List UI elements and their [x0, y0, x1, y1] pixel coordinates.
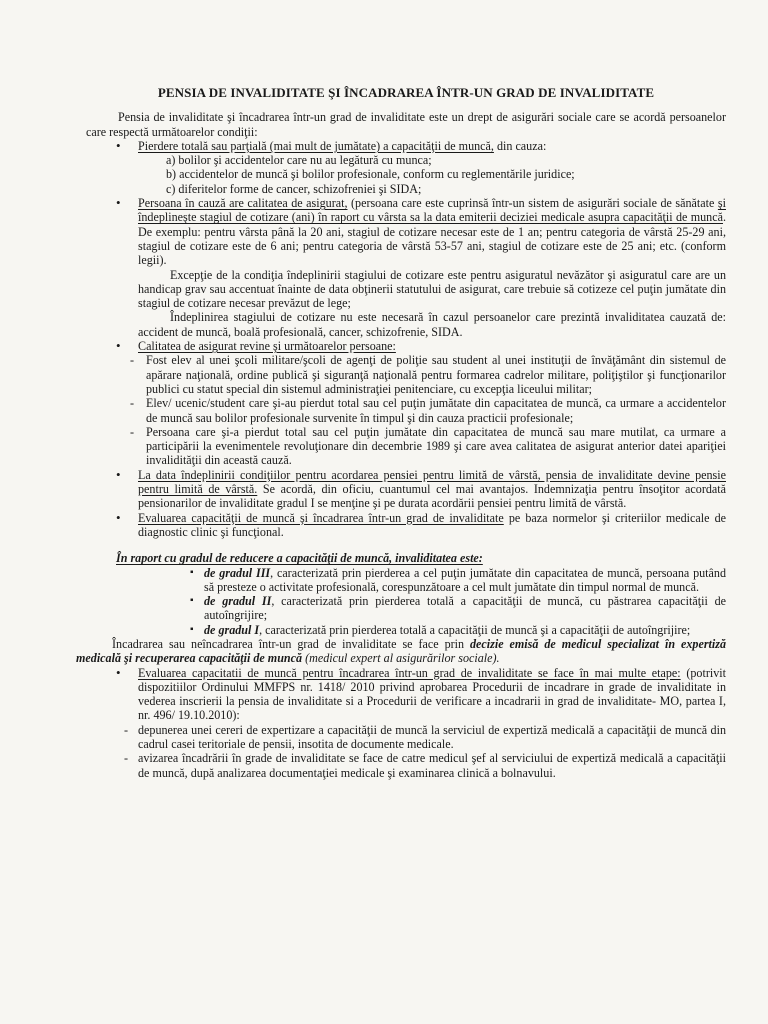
condition-4-u: La data îndeplinirii condiţiilor pentru acordarea pensiei pentru limită de vârstă, pensia de invaliditate devine pensie pentru limită de vârstă. — [138, 467, 726, 497]
stages-item-1: - depunerea unei cereri de expertizare a capacităţii de muncă la serviciul de expertiză medicală a capacităţii de muncă din cadrul casei teritoriale de pensii, insotita de documente medicale. — [138, 723, 726, 752]
decision-t1: Încadrarea sau neîncadrarea într-un grad de invaliditate se face prin — [112, 636, 470, 651]
decision-b1: decizie emisă de medicul specializat în expertiză medicală şi recuperarea capacităţii de muncă — [76, 636, 726, 666]
stages-item-2: - avizarea încadrării în grade de invaliditate se face de catre medicul şef al serviciului de expertiză medicală a capacităţii de muncă, după analizarea documentaţiei medicale şi examinarea clinică a bolnavului. — [138, 751, 726, 780]
grade-1 — [204, 623, 726, 637]
grade-1-label: de gradul I — [204, 622, 260, 637]
stages-title: Evaluarea capacitatii de muncă pentru încadrarea într-un grad de invaliditate se face în mai multe etape: — [138, 665, 681, 680]
condition-3 — [126, 339, 726, 353]
grade-3-text: , caracterizată prin pierderea a cel puţin jumătate din capacitatea de muncă, persoana putând să presteze o activitate profesională, corespunzătoare a cel mult jumătate din timpul normal de muncă. — [204, 565, 726, 594]
grade-3-label: de gradul III — [204, 565, 271, 580]
condition-3-item-1: - Fost elev al unei şcoli militare/şcoli de agenţi de poliţie sau student al unei instituţii de învăţământ din sistemul de apărare naţională, ordine publică şi siguranţă naţională pentru formarea cadrelor militare, poliţiştilor şi funcţionarilor publici cu statut special din sistemul administraţiei penitenciare, cu excepţia liceului militar; — [146, 353, 726, 396]
condition-2-exemption: Îndeplinirea stagiului de cotizare nu este necesară în cazul persoanelor care prezintă invaliditatea cauzată de: accident de muncă, boală profesională, cancer, schizofrenie, SIDA. — [138, 310, 726, 339]
condition-1-title: Pierdere totală sau parţială (mai mult de jumătate) a capacităţii de muncă, — [138, 138, 494, 153]
condition-1-tail: din cauza: — [493, 138, 547, 153]
condition-4-t: Se acordă, din oficiu, cuantumul cel mai avantajos. Indemnizaţia pentru însoţitor acordată pensionarilor de invaliditate gradul I se menţine şi pe durata acordării pensiei pentru limită de vârstă. — [138, 482, 726, 511]
condition-2-t2: . De exemplu: pentru vârsta până la 20 ani, stagiul de cotizare necesar este de 1 an; pentru categoria de vârstă 25-29 ani, stagiul de cotizare este de 6 ani; pentru categoria de vârstă 53-57 ani, stagiul de cotizare este de 25 ani; etc. (conform legii). — [138, 210, 726, 268]
grade-2 — [204, 594, 726, 623]
condition-1-item-c: c) diferitelor forme de cancer, schizofreniei şi SIDA; — [166, 181, 422, 196]
condition-3-item-2: - Elev/ ucenic/student care şi-au pierdut total sau cel puţin jumătate din capacitatea de muncă, ca urmare a accidentelor de muncă sau bolilor profesionale survenite în timpul şi din cauza practicii profesionale; — [146, 396, 726, 425]
intro-paragraph: Pensia de invaliditate şi încadrarea într-un grad de invaliditate este un drept de asigurări sociale care se acordă persoanelor care respectă următoarelor condiţii: — [86, 110, 726, 139]
condition-5 — [126, 511, 726, 540]
decision-paragraph — [76, 637, 726, 666]
decision-i1: (medicul expert al asigurărilor sociale). — [302, 651, 500, 666]
condition-5-t: pe baza normelor şi criteriilor medicale de diagnostic clinic şi funcţional. — [138, 510, 726, 539]
condition-5-u: Evaluarea capacităţii de muncă şi încadrarea într-un grad de invaliditate — [138, 510, 504, 525]
condition-3-title: Calitatea de asigurat revine şi următoarelor persoane: — [138, 339, 396, 354]
condition-1-item-b: b) accidentelor de muncă şi bolilor profesionale, conform cu reglementările juridice; — [166, 167, 575, 182]
page-title: PENSIA DE INVALIDITATE ŞI ÎNCADRAREA ÎNTR-UN GRAD DE INVALIDITATE — [157, 85, 655, 100]
condition-3-item-3: - Persoana care şi-a pierdut total sau cel puţin jumătate din capacitatea de muncă sau mare mutilat, ca urmare a participării la evenimentele revoluţionare din decembrie 1989 şi care avea calitatea de asigurat anterior datei apariţiei invalidităţii din această cauză. — [146, 425, 726, 468]
grades-heading-wrap — [116, 551, 726, 565]
condition-1 — [126, 139, 726, 153]
condition-2-u1: Persoana în cauză are calitatea de asigurat, — [138, 196, 348, 211]
grade-2-text: , caracterizată prin pierderea totală a capacităţii de muncă, cu păstrarea capacităţii de autoîngrijire; — [204, 594, 726, 623]
condition-2-t1: (persoana care este cuprinsă într-un sistem de asigurări sociale de sănătate — [347, 196, 718, 211]
condition-2 — [126, 196, 726, 267]
condition-2-u2: şi îndeplineşte stagiul de cotizare (ani) în raport cu vârsta sa la data emiterii deciziei medicale asupra capacităţii de muncă — [138, 196, 726, 225]
condition-2-exception: Excepţie de la condiţia îndeplinirii stagiului de cotizare este pentru asiguratul nevăzător şi asiguratul care are un handicap grav sau accentuat înainte de data obţinerii statutului de asigurat, care trebuie să cotizeze cel puţin jumătate din stagiul de cotizare necesar prevăzut de lege; — [138, 267, 726, 311]
grade-3 — [204, 566, 726, 595]
grade-2-label: de gradul II — [204, 594, 272, 609]
condition-1-item-a: a) bolilor şi accidentelor care nu au legătură cu munca; — [166, 153, 432, 168]
grades-heading: În raport cu gradul de reducere a capacităţii de muncă, invaliditatea este: — [116, 551, 483, 566]
condition-4 — [126, 468, 726, 511]
grade-1-text: , caracterizată prin pierderea totală a capacităţii de muncă şi a capacităţii de autoîngrijire; — [259, 622, 691, 637]
stages — [126, 666, 726, 723]
stages-text: (potrivit dispozitiilor Ordinului MMFPS nr. 1418/ 2010 privind aprobarea Procedurii de incadrare in grade de invaliditate in vederea inscrierii la pensia de invaliditate si a Procedurii de verificare a incadrarii in grad de invaliditate- MO, partea I, nr. 496/ 19.10.2010): — [138, 665, 726, 723]
